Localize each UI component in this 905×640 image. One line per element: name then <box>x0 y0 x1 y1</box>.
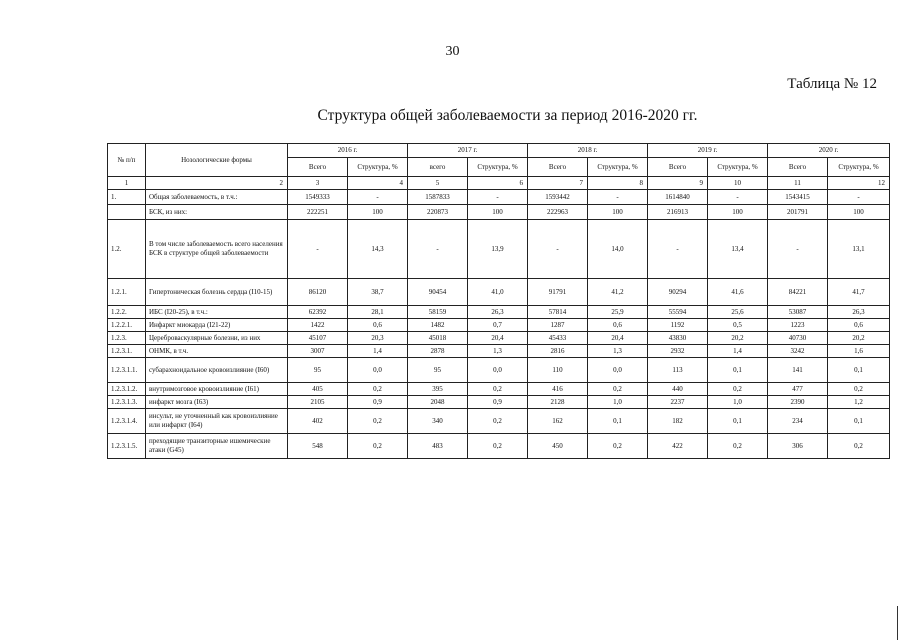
cell-structure: 41,0 <box>468 279 528 306</box>
table-row <box>108 319 890 332</box>
header-structure: Структура, % <box>828 158 890 177</box>
cell-structure: 0,6 <box>348 319 408 332</box>
cell-structure: 0,1 <box>828 358 890 383</box>
cell-structure: 20,4 <box>588 332 648 345</box>
cell-total: 222963 <box>528 205 588 220</box>
cell-structure: - <box>348 190 408 205</box>
cell-total: 84221 <box>768 279 828 306</box>
document-title: Структура общей заболеваемости за период 2016-2020 гг. <box>317 107 698 124</box>
cell-total: 1422 <box>288 319 348 332</box>
cell-total: 90294 <box>648 279 708 306</box>
cell-total: 91791 <box>528 279 588 306</box>
cell-structure: 0,2 <box>468 434 528 459</box>
column-number: 8 <box>588 177 648 190</box>
cell-total: 86120 <box>288 279 348 306</box>
column-number: 11 <box>768 177 828 190</box>
cell-total: 90454 <box>408 279 468 306</box>
cell-structure: 0,0 <box>588 358 648 383</box>
cell-structure: 13,9 <box>468 220 528 279</box>
cell-total: - <box>288 220 348 279</box>
cell-total: 53087 <box>768 306 828 319</box>
cell-total: 45018 <box>408 332 468 345</box>
cell-total: 483 <box>408 434 468 459</box>
column-number-row <box>108 177 890 190</box>
cell-structure: 0,1 <box>708 358 768 383</box>
table-row <box>108 279 890 306</box>
cell-total: 43830 <box>648 332 708 345</box>
cell-total: 2932 <box>648 345 708 358</box>
cell-total: 3242 <box>768 345 828 358</box>
cell-total: 57814 <box>528 306 588 319</box>
row-code: 1. <box>108 190 146 205</box>
header-num: № п/п <box>108 144 146 177</box>
cell-total: 477 <box>768 383 828 396</box>
cell-total: 182 <box>648 409 708 434</box>
cell-total: 95 <box>288 358 348 383</box>
cell-structure: 26,3 <box>468 306 528 319</box>
cell-structure: 0,6 <box>588 319 648 332</box>
row-name: БСК, из них: <box>146 205 288 220</box>
column-number: 6 <box>468 177 528 190</box>
cell-total: 55594 <box>648 306 708 319</box>
row-code <box>108 205 146 220</box>
column-number: 4 <box>348 177 408 190</box>
cell-structure: 100 <box>828 205 890 220</box>
cell-structure: 0,9 <box>468 396 528 409</box>
cell-structure: 0,0 <box>468 358 528 383</box>
cell-structure: 41,2 <box>588 279 648 306</box>
row-name: инсульт, не уточненный как кровоизлияние или инфаркт (I64) <box>146 409 288 434</box>
cell-total: 1192 <box>648 319 708 332</box>
cell-structure: 0,2 <box>828 383 890 396</box>
row-code: 1.2.3.1.2. <box>108 383 146 396</box>
column-number: 1 <box>108 177 146 190</box>
cell-structure: 38,7 <box>348 279 408 306</box>
cell-total: 1482 <box>408 319 468 332</box>
row-code: 1.2.3.1.3. <box>108 396 146 409</box>
cell-total: 548 <box>288 434 348 459</box>
column-number: 12 <box>828 177 890 190</box>
cell-total: 110 <box>528 358 588 383</box>
column-number: 10 <box>708 177 768 190</box>
cell-structure: 0,9 <box>348 396 408 409</box>
cell-structure: 0,2 <box>468 383 528 396</box>
cell-total: 1287 <box>528 319 588 332</box>
cell-structure: 0,1 <box>828 409 890 434</box>
row-name: инфаркт мозга (I63) <box>146 396 288 409</box>
row-name: Цереброваскулярные болезни, из них <box>146 332 288 345</box>
cell-total: 2878 <box>408 345 468 358</box>
cell-total: 395 <box>408 383 468 396</box>
cell-structure: 0,1 <box>708 409 768 434</box>
cell-structure: 0,2 <box>348 434 408 459</box>
row-code: 1.2.2.1. <box>108 319 146 332</box>
cell-total: 1614840 <box>648 190 708 205</box>
cell-structure: 20,2 <box>828 332 890 345</box>
header-year-2016: 2016 г. <box>288 144 408 158</box>
cell-total: 306 <box>768 434 828 459</box>
cell-structure: 0,7 <box>468 319 528 332</box>
cell-total: 220873 <box>408 205 468 220</box>
cell-total: - <box>768 220 828 279</box>
cell-structure: 0,2 <box>588 434 648 459</box>
cell-structure: 0,2 <box>468 409 528 434</box>
row-name: субарахноидальное кровоизлияние (I60) <box>146 358 288 383</box>
cell-structure: 0,6 <box>828 319 890 332</box>
row-name: Инфаркт миокарда (I21-22) <box>146 319 288 332</box>
cell-total: 201791 <box>768 205 828 220</box>
cell-total: 2237 <box>648 396 708 409</box>
page-number: 30 <box>445 44 460 59</box>
cell-total: 3007 <box>288 345 348 358</box>
header-structure: Структура, % <box>348 158 408 177</box>
cell-structure: 0,2 <box>708 434 768 459</box>
cell-structure: 0,5 <box>708 319 768 332</box>
cell-structure: 0,2 <box>348 409 408 434</box>
cell-total: 45433 <box>528 332 588 345</box>
cell-structure: 1,0 <box>708 396 768 409</box>
table-row <box>108 332 890 345</box>
cell-structure: 20,3 <box>348 332 408 345</box>
cell-structure: 1,3 <box>588 345 648 358</box>
row-code: 1.2. <box>108 220 146 279</box>
row-code: 1.2.3.1.4. <box>108 409 146 434</box>
table-row <box>108 409 890 434</box>
row-name: Общая заболеваемость, в т.ч.: <box>146 190 288 205</box>
table-row <box>108 358 890 383</box>
cell-total: 1587833 <box>408 190 468 205</box>
cell-total: 162 <box>528 409 588 434</box>
cell-structure: 1,6 <box>828 345 890 358</box>
row-name: внутримозговое кровоизлияние (I61) <box>146 383 288 396</box>
cell-total: 1543415 <box>768 190 828 205</box>
column-number: 5 <box>408 177 468 190</box>
cell-total: 234 <box>768 409 828 434</box>
cell-total: 440 <box>648 383 708 396</box>
header-total: Всего <box>288 158 348 177</box>
cell-total: 45107 <box>288 332 348 345</box>
header-year-2020: 2020 г. <box>768 144 890 158</box>
header-year-2019: 2019 г. <box>648 144 768 158</box>
column-number: 7 <box>528 177 588 190</box>
row-code: 1.2.3.1. <box>108 345 146 358</box>
table-row <box>108 396 890 409</box>
cell-total: 1549333 <box>288 190 348 205</box>
cell-total: 2105 <box>288 396 348 409</box>
cell-total: 416 <box>528 383 588 396</box>
cell-structure: 20,2 <box>708 332 768 345</box>
cell-structure: 0,1 <box>588 409 648 434</box>
cell-total: 141 <box>768 358 828 383</box>
cell-structure: 14,3 <box>348 220 408 279</box>
table-row <box>108 190 890 205</box>
cell-structure: 1,0 <box>588 396 648 409</box>
cell-total: 405 <box>288 383 348 396</box>
cell-structure: 1,4 <box>348 345 408 358</box>
cell-total: 40730 <box>768 332 828 345</box>
cell-structure: 100 <box>348 205 408 220</box>
cell-total: 402 <box>288 409 348 434</box>
header-total: всего <box>408 158 468 177</box>
cell-structure: 25,6 <box>708 306 768 319</box>
cell-structure: 0,2 <box>348 383 408 396</box>
cell-structure: 1,3 <box>468 345 528 358</box>
table-row <box>108 345 890 358</box>
cell-structure: - <box>588 190 648 205</box>
header-structure: Структура, % <box>588 158 648 177</box>
row-name: ОНМК, в т.ч. <box>146 345 288 358</box>
header-total: Всего <box>528 158 588 177</box>
cell-total: 113 <box>648 358 708 383</box>
cell-structure: 25,9 <box>588 306 648 319</box>
cell-total: 2128 <box>528 396 588 409</box>
cell-structure: - <box>468 190 528 205</box>
cell-total: 58159 <box>408 306 468 319</box>
row-name: В том числе заболеваемость всего населения БСК в структуре общей заболеваемости <box>146 220 288 279</box>
cell-total: 340 <box>408 409 468 434</box>
header-structure: Структура, % <box>468 158 528 177</box>
header-forms: Нозологические формы <box>146 144 288 177</box>
header-structure: Структура, % <box>708 158 768 177</box>
cell-structure: 100 <box>468 205 528 220</box>
column-number: 9 <box>648 177 708 190</box>
morbidity-table <box>107 143 890 459</box>
cell-total: 2816 <box>528 345 588 358</box>
cell-structure: 0,2 <box>588 383 648 396</box>
cell-structure: 13,4 <box>708 220 768 279</box>
cell-structure: - <box>828 190 890 205</box>
cell-total: - <box>648 220 708 279</box>
cell-total: 422 <box>648 434 708 459</box>
table-row <box>108 306 890 319</box>
row-code: 1.2.3. <box>108 332 146 345</box>
row-name: ИБС (I20-25), в т.ч.: <box>146 306 288 319</box>
cell-total: 2390 <box>768 396 828 409</box>
table-row <box>108 383 890 396</box>
header-year-2017: 2017 г. <box>408 144 528 158</box>
cell-structure: 20,4 <box>468 332 528 345</box>
column-number: 2 <box>146 177 288 190</box>
cell-structure: 41,6 <box>708 279 768 306</box>
cell-structure: 28,1 <box>348 306 408 319</box>
cell-structure: 41,7 <box>828 279 890 306</box>
cell-total: 62392 <box>288 306 348 319</box>
cell-total: 95 <box>408 358 468 383</box>
cell-structure: - <box>708 190 768 205</box>
row-name: преходящие транзиторные ишемические атаки (G45) <box>146 434 288 459</box>
header-total: Всего <box>768 158 828 177</box>
table-body <box>108 190 890 459</box>
header-year-2018: 2018 г. <box>528 144 648 158</box>
table-row <box>108 205 890 220</box>
row-code: 1.2.3.1.5. <box>108 434 146 459</box>
cell-structure: 26,3 <box>828 306 890 319</box>
row-name: Гипертоническая болезнь сердца (I10-15) <box>146 279 288 306</box>
table-row <box>108 434 890 459</box>
cell-structure: 0,0 <box>348 358 408 383</box>
row-code: 1.2.3.1.1. <box>108 358 146 383</box>
cell-total: 222251 <box>288 205 348 220</box>
row-code: 1.2.1. <box>108 279 146 306</box>
cell-structure: 100 <box>588 205 648 220</box>
cell-total: 216913 <box>648 205 708 220</box>
cell-structure: 14,0 <box>588 220 648 279</box>
cell-structure: 100 <box>708 205 768 220</box>
cell-structure: 0,2 <box>828 434 890 459</box>
header-row-years <box>108 144 890 158</box>
cell-structure: 0,2 <box>708 383 768 396</box>
cell-total: - <box>408 220 468 279</box>
table-row <box>108 220 890 279</box>
row-code: 1.2.2. <box>108 306 146 319</box>
cell-structure: 1,4 <box>708 345 768 358</box>
cell-total: 1593442 <box>528 190 588 205</box>
cell-structure: 13,1 <box>828 220 890 279</box>
cell-total: 2048 <box>408 396 468 409</box>
cell-total: 1223 <box>768 319 828 332</box>
table-caption: Таблица № 12 <box>787 76 877 92</box>
cell-structure: 1,2 <box>828 396 890 409</box>
cell-total: 450 <box>528 434 588 459</box>
cell-total: - <box>528 220 588 279</box>
header-total: Всего <box>648 158 708 177</box>
column-number: 3 <box>288 177 348 190</box>
scan-edge-line <box>897 606 898 640</box>
